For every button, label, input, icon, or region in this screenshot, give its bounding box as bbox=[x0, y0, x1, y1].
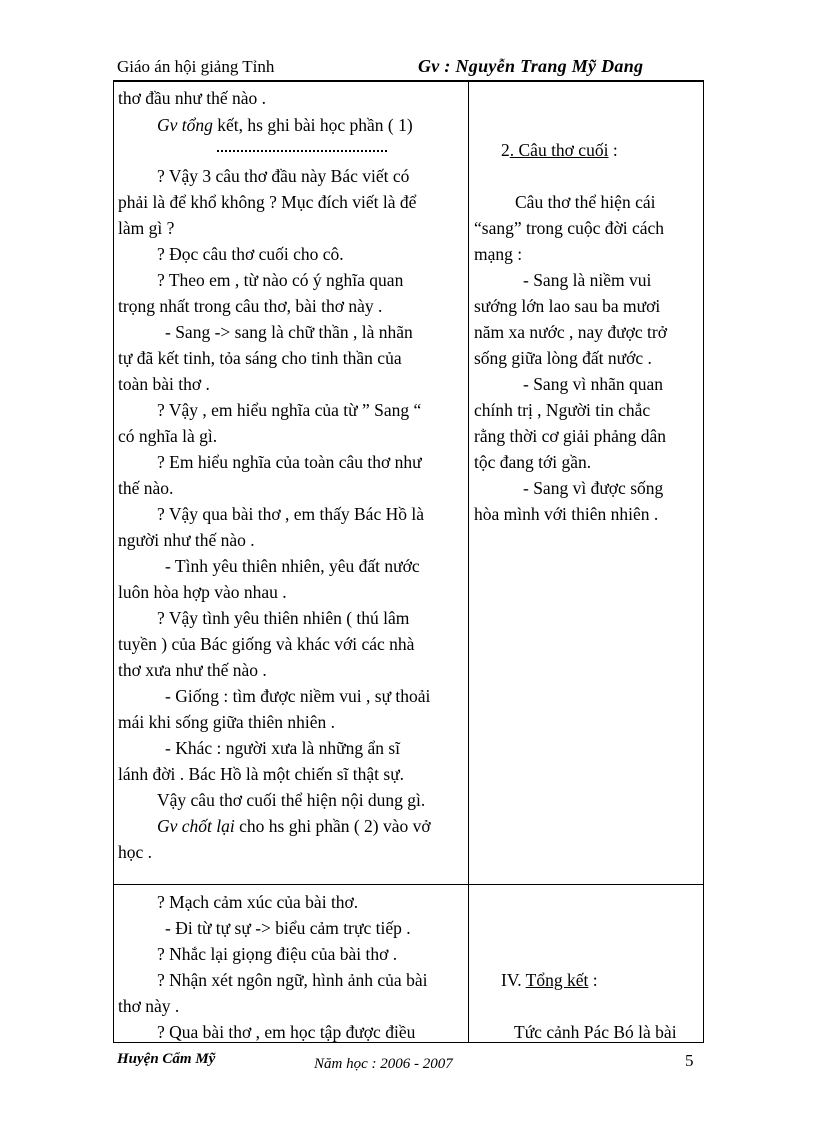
heading-number: 2 bbox=[501, 140, 510, 160]
left-line: mái khi sống giữa thiên nhiên . bbox=[118, 712, 336, 732]
right-line: tộc đang tới gần. bbox=[474, 452, 592, 472]
left-line: tự đã kết tinh, tỏa sáng cho tinh thần của bbox=[118, 348, 402, 368]
table-column-divider bbox=[468, 80, 469, 1043]
left-line: - Tình yêu thiên nhiên, yêu đất nước bbox=[165, 556, 420, 576]
header-school-text: Giáo án hội giảng Tỉnh bbox=[117, 57, 275, 76]
left-line bbox=[157, 816, 431, 836]
left-line: học . bbox=[118, 842, 153, 862]
table-row-divider bbox=[113, 884, 704, 885]
left-line bbox=[157, 115, 413, 135]
left-text: kết, hs ghi bài học phần ( 1) bbox=[212, 115, 413, 135]
left-line: ? Theo em , từ nào có ý nghĩa quan bbox=[157, 270, 404, 290]
heading-number: IV. bbox=[501, 970, 526, 990]
right-line: năm xa nước , nay được trở bbox=[474, 322, 667, 342]
page-number: 5 bbox=[685, 1051, 694, 1070]
left-line: toàn bài thơ . bbox=[118, 374, 210, 394]
heading-title: . Câu thơ cuối bbox=[509, 140, 609, 160]
right-line: mạng : bbox=[474, 244, 523, 264]
left-line: thơ này . bbox=[118, 996, 180, 1016]
right-line: Câu thơ thể hiện cái bbox=[515, 192, 656, 212]
right-line: - Sang là niềm vui bbox=[523, 270, 652, 290]
left-line: Vậy câu thơ cuối thể hiện nội dung gì. bbox=[157, 790, 426, 810]
footer-district: Huyện Cẩm Mỹ bbox=[117, 1051, 216, 1067]
section-heading bbox=[501, 140, 618, 160]
left-line: luôn hòa hợp vào nhau . bbox=[118, 582, 287, 602]
left-line: ? Vậy 3 câu thơ đầu này Bác viết có bbox=[157, 166, 410, 186]
teacher-action-italic: Gv tổng bbox=[157, 115, 213, 135]
left-line: ? Vậy , em hiểu nghĩa của từ ” Sang “ bbox=[157, 400, 422, 420]
left-line: lánh đời . Bác Hồ là một chiến sĩ thật sự. bbox=[118, 764, 405, 784]
left-line: tuyền ) của Bác giống và khác với các nhà bbox=[118, 634, 415, 654]
left-line: - Sang -> sang là chữ thần , là nhãn bbox=[165, 322, 413, 342]
left-line: ? Nhắc lại giọng điệu của bài thơ . bbox=[157, 944, 398, 964]
left-line: thế nào. bbox=[118, 478, 174, 498]
right-line: - Sang vì được sống bbox=[523, 478, 664, 498]
left-line: ? Em hiểu nghĩa của toàn câu thơ như bbox=[157, 452, 422, 472]
heading-title: Tổng kết bbox=[525, 970, 589, 990]
footer-school-year: Năm học : 2006 - 2007 bbox=[314, 1056, 453, 1072]
left-line: người như thế nào . bbox=[118, 530, 255, 550]
left-line: ? Đọc câu thơ cuối cho cô. bbox=[157, 244, 344, 264]
left-line: ? Qua bài thơ , em học tập được điều bbox=[157, 1022, 416, 1042]
left-text: cho hs ghi phần ( 2) vào vở bbox=[234, 816, 431, 836]
left-line: phải là để khổ không ? Mục đích viết là để bbox=[118, 192, 417, 212]
right-line: - Sang vì nhãn quan bbox=[523, 374, 663, 394]
teacher-action-italic: Gv chốt lại bbox=[157, 816, 235, 836]
left-line: ? Vậy tình yêu thiên nhiên ( thú lâm bbox=[157, 608, 410, 628]
right-line: “sang” trong cuộc đời cách bbox=[474, 218, 665, 238]
left-line: thơ xưa như thế nào . bbox=[118, 660, 267, 680]
header-teacher-text: Gv : Nguyễn Trang Mỹ Dang bbox=[418, 56, 644, 76]
left-line: - Đi từ tự sự -> biểu cảm trực tiếp . bbox=[165, 918, 411, 938]
left-line: thơ đầu như thế nào . bbox=[118, 88, 267, 108]
heading-colon: : bbox=[588, 970, 598, 990]
heading-colon: : bbox=[608, 140, 618, 160]
left-line: trọng nhất trong câu thơ, bài thơ này . bbox=[118, 296, 383, 316]
left-line: làm gì ? bbox=[118, 218, 175, 238]
right-line: rằng thời cơ giải phảng dân bbox=[474, 426, 666, 446]
right-line: Tức cảnh Pác Bó là bài bbox=[514, 1022, 677, 1042]
right-line: chính trị , Người tin chắc bbox=[474, 400, 651, 420]
left-line: - Giống : tìm được niềm vui , sự thoải bbox=[165, 686, 431, 706]
right-line: hòa mình với thiên nhiên . bbox=[474, 504, 659, 524]
left-line: ? Vậy qua bài thơ , em thấy Bác Hồ là bbox=[157, 504, 424, 524]
dotted-separator bbox=[217, 150, 387, 152]
left-line: có nghĩa là gì. bbox=[118, 426, 218, 446]
section-heading bbox=[501, 970, 598, 990]
left-line: ? Nhận xét ngôn ngữ, hình ảnh của bài bbox=[157, 970, 428, 990]
right-line: sướng lớn lao sau ba mươi bbox=[474, 296, 661, 316]
left-line: ? Mạch cảm xúc của bài thơ. bbox=[157, 892, 359, 912]
left-line: - Khác : người xưa là những ẩn sĩ bbox=[165, 738, 401, 758]
right-line: sống giữa lòng đất nước . bbox=[474, 348, 652, 368]
